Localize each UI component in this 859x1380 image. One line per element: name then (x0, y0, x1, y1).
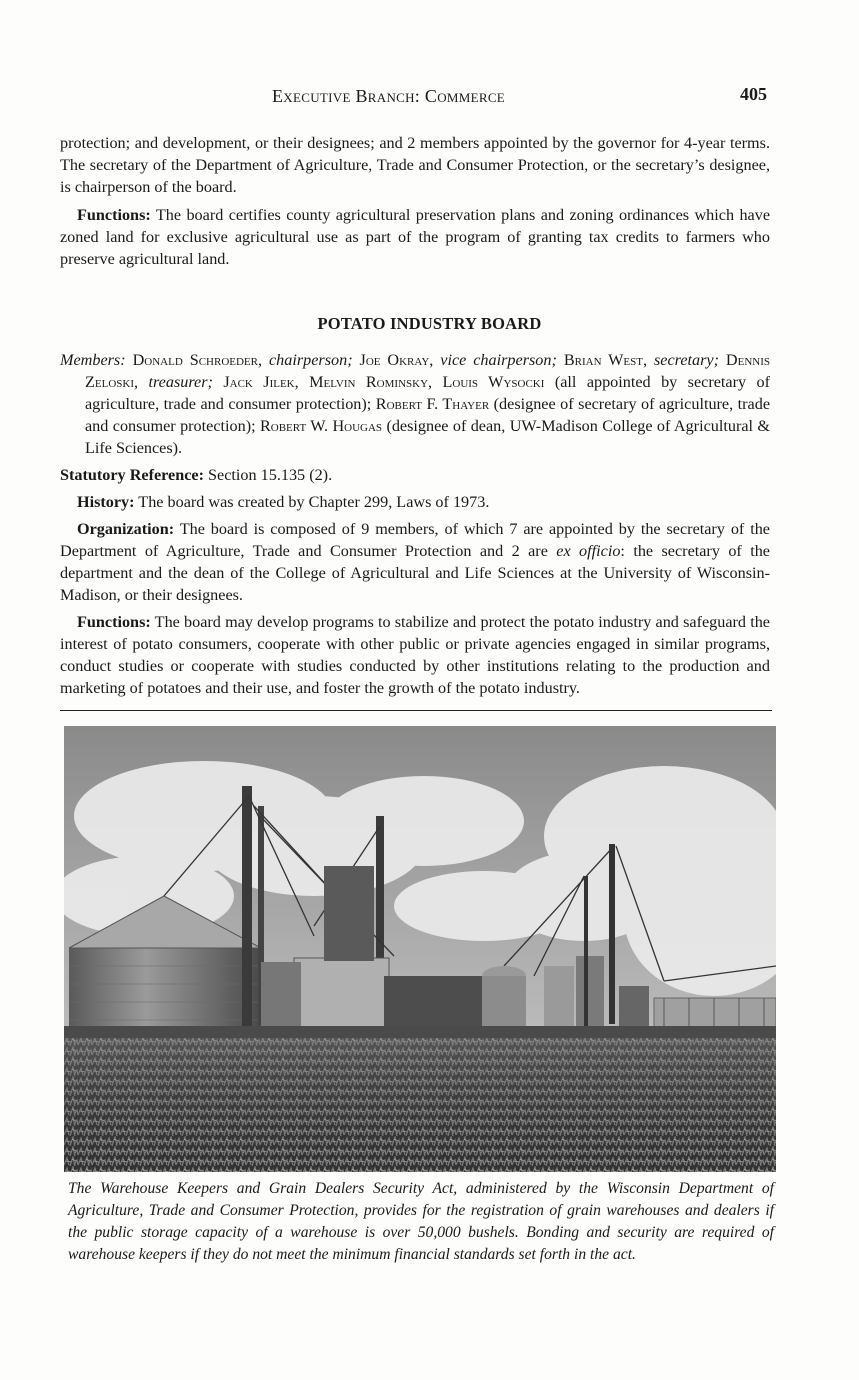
member-note: (designee of secretary of agriculture, trade and consumer protection); (85, 395, 771, 435)
section-divider (60, 710, 772, 711)
member-role: chairperson; (268, 351, 353, 369)
organization-paragraph (60, 518, 770, 606)
member-name: Brian West, (556, 351, 654, 369)
member-note: (all appointed by secretary of agriculture, trade and consumer protection); (85, 373, 770, 413)
photo-caption: The Warehouse Keepers and Grain Dealers Security Act, administered by the Wisconsin Department of Agriculture, Trade and Consumer Protection, provides for the registration of grain warehouses and dealers if the public storage capacity of a warehouse is over 50,000 bushels. Bonding and security are required of warehouse keepers if they do not meet the minimum financial standards set forth in the act. (68, 1180, 774, 1263)
functions-text: The board certifies county agricultural preservation plans and zoning ordinances which have zoned land for exclusive agricultural use as part of the program of granting tax credits to farmers who preserve agricultural land. (60, 206, 770, 268)
functions-label: Functions: (77, 613, 151, 631)
member-name: Joe Okray, (352, 351, 441, 369)
members-paragraph (60, 349, 770, 459)
history-label: History: (77, 493, 135, 511)
member-name: Dennis Zeloski, (85, 351, 771, 391)
member-role: vice chairperson; (440, 351, 557, 369)
organization-label: Organization: (77, 520, 175, 538)
statutory-text: Section 15.135 (2). (203, 466, 333, 484)
history-paragraph (60, 491, 770, 513)
member-name: Robert F. Thayer (375, 395, 490, 413)
running-head (0, 84, 859, 114)
member-names: Jack Jilek, Melvin Rominsky, Louis Wysocki (212, 373, 545, 391)
member-role: treasurer; (148, 373, 213, 391)
running-head-title: Executive Branch: Commerce (272, 86, 506, 106)
member-note: (designee of dean, UW-Madison College of Agricultural & Life Sciences). (85, 417, 770, 457)
board-functions-paragraph (60, 611, 770, 699)
organization-text: The board is composed of 9 members, of which 7 are appointed by the secretary of the Department of Agriculture, Trade and Consumer Protection and 2 are (60, 520, 770, 560)
page-number: 405 (740, 84, 767, 104)
functions-paragraph (60, 204, 770, 270)
organization-text: : the secretary of the department and the dean of the College of Agricultural and Life Sciences at the University of Wisconsin-Madison, or their designees. (60, 542, 770, 604)
continued-paragraph: protection; and development, or their designees; and 2 members appointed by the governor for 4-year terms. The secretary of the Department of Agriculture, Trade and Consumer Protection, or the secretary’s designee, is chairperson of the board. (60, 134, 770, 196)
section-heading: POTATO INDUSTRY BOARD (317, 314, 542, 333)
members-label: Members: (60, 351, 126, 369)
history-text: The board was created by Chapter 299, Laws of 1973. (134, 493, 490, 511)
member-name: Robert W. Hougas (259, 417, 383, 435)
statutory-paragraph (60, 464, 770, 486)
member-name: Donald Schroeder, (125, 351, 269, 369)
ex-officio-term: ex officio (556, 542, 621, 560)
board-entry (60, 349, 770, 699)
functions-text: The board may develop programs to stabilize and protect the potato industry and safeguard the interest of potato consumers, cooperate with other public or private agencies engaged in similar programs, conduct studies or cooperate with studies conducted by other institutions relating to the production and marketing of potatoes and their use, and foster the growth of the potato industry. (60, 613, 770, 697)
member-role: secretary; (653, 351, 719, 369)
grain-elevator-photo (64, 726, 776, 1172)
continued-section-text (60, 132, 770, 270)
functions-label: Functions: (77, 206, 151, 224)
statutory-label: Statutory Reference: (60, 466, 204, 484)
